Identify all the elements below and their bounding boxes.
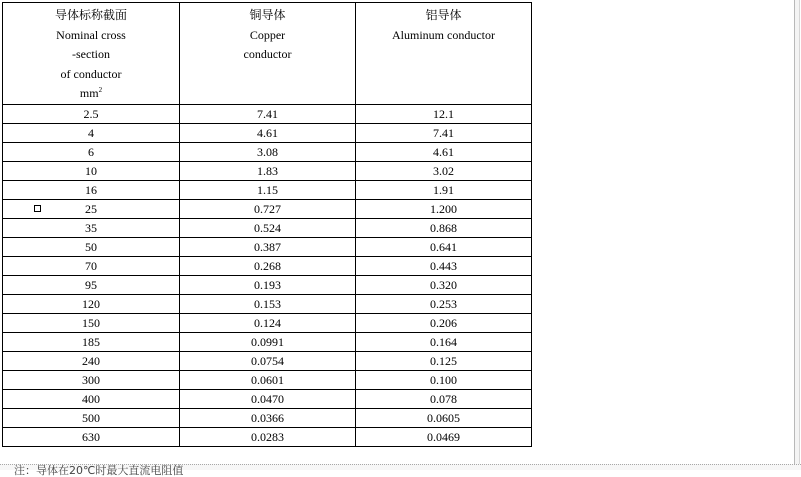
cell-aluminum-value: 0.206 (356, 313, 532, 332)
cell-cross-section-text: 25 (85, 201, 97, 216)
cell-cross-section: 35 (3, 218, 180, 237)
cell-cross-section: 185 (3, 332, 180, 351)
header-zh-label: 铜导体 (249, 8, 286, 22)
header-en-line: Aluminum conductor (392, 27, 495, 42)
cell-cross-section: 70 (3, 256, 180, 275)
table-row (3, 142, 532, 161)
table-row (3, 237, 532, 256)
cell-aluminum-value: 0.641 (356, 237, 532, 256)
cell-cross-section: 240 (3, 351, 180, 370)
cell-aluminum-value: 12.1 (356, 104, 532, 123)
header-unit (3, 84, 179, 104)
cell-aluminum-value: 0.078 (356, 389, 532, 408)
cell-cross-section: 16 (3, 180, 180, 199)
unit-superscript: 2 (98, 86, 103, 94)
header-en-line: -section (72, 47, 110, 61)
header-aluminum-conductor (356, 3, 532, 105)
cell-cross-section: 2.5 (3, 104, 180, 123)
table-row (3, 332, 532, 351)
cell-copper-value: 0.0366 (180, 408, 356, 427)
table-row (3, 256, 532, 275)
cell-cross-section: 300 (3, 370, 180, 389)
header-nominal-cross-section (3, 3, 180, 105)
cell-copper-value: 0.153 (180, 294, 356, 313)
cell-copper-value: 4.61 (180, 123, 356, 142)
header-zh-label: 铝导体 (425, 8, 462, 22)
cell-cross-section: 630 (3, 427, 180, 446)
cell-copper-value: 1.15 (180, 180, 356, 199)
cell-aluminum-value: 3.02 (356, 161, 532, 180)
table-row (3, 408, 532, 427)
table-row (3, 104, 532, 123)
cell-aluminum-value: 0.443 (356, 256, 532, 275)
table-row (3, 218, 532, 237)
cell-copper-value: 7.41 (180, 104, 356, 123)
table-header-row (3, 3, 532, 105)
cell-copper-value: 0.727 (180, 199, 356, 218)
cut-off-footnote: 注：导体在20℃时最大直流电阻值 (14, 464, 184, 477)
cell-aluminum-value: 0.253 (356, 294, 532, 313)
header-copper-conductor (180, 3, 356, 105)
cell-cross-section: 95 (3, 275, 180, 294)
cell-copper-value: 0.193 (180, 275, 356, 294)
header-en-line: Nominal cross (56, 27, 126, 42)
header-en-line: of conductor (60, 66, 122, 81)
cell-copper-value: 1.83 (180, 161, 356, 180)
header-en-line: conductor (243, 47, 292, 61)
cell-aluminum-value: 0.100 (356, 370, 532, 389)
cell-aluminum-value: 0.320 (356, 275, 532, 294)
cell-aluminum-value: 1.91 (356, 180, 532, 199)
table-row (3, 313, 532, 332)
cell-cross-section: 4 (3, 123, 180, 142)
cell-copper-value: 3.08 (180, 142, 356, 161)
cell-aluminum-value: 0.125 (356, 351, 532, 370)
cell-cross-section: 10 (3, 161, 180, 180)
cell-cross-section: 500 (3, 408, 180, 427)
cell-cross-section: 50 (3, 237, 180, 256)
cell-copper-value: 0.0601 (180, 370, 356, 389)
cell-aluminum-value: 0.0605 (356, 408, 532, 427)
unit-base: mm (79, 86, 99, 100)
cell-copper-value: 0.0470 (180, 389, 356, 408)
cell-aluminum-value: 0.164 (356, 332, 532, 351)
table-row (3, 123, 532, 142)
table-row (3, 161, 532, 180)
cell-aluminum-value: 0.0469 (356, 427, 532, 446)
cell-cross-section: 150 (3, 313, 180, 332)
cell-copper-value: 0.0991 (180, 332, 356, 351)
table-row (3, 389, 532, 408)
table-row (3, 199, 532, 218)
page-right-edge (794, 0, 800, 470)
cell-cross-section: 120 (3, 294, 180, 313)
cell-copper-value: 0.0283 (180, 427, 356, 446)
cell-copper-value: 0.0754 (180, 351, 356, 370)
cell-aluminum-value: 4.61 (356, 142, 532, 161)
cell-aluminum-value: 1.200 (356, 199, 532, 218)
row-selection-handle[interactable] (34, 205, 41, 212)
table-row (3, 370, 532, 389)
conductor-resistance-table (2, 2, 532, 447)
cell-cross-section: 6 (3, 142, 180, 161)
cell-copper-value: 0.124 (180, 313, 356, 332)
header-en-line: Copper (249, 27, 286, 42)
cell-copper-value: 0.387 (180, 237, 356, 256)
cell-cross-section (3, 199, 180, 218)
cell-aluminum-value: 0.868 (356, 218, 532, 237)
cell-copper-value: 0.268 (180, 256, 356, 275)
cell-copper-value: 0.524 (180, 218, 356, 237)
table-row (3, 294, 532, 313)
table-row (3, 180, 532, 199)
table-row (3, 427, 532, 446)
table-row (3, 275, 532, 294)
header-zh-label: 导体标称截面 (54, 8, 127, 22)
table-row (3, 351, 532, 370)
cell-aluminum-value: 7.41 (356, 123, 532, 142)
cell-cross-section: 400 (3, 389, 180, 408)
